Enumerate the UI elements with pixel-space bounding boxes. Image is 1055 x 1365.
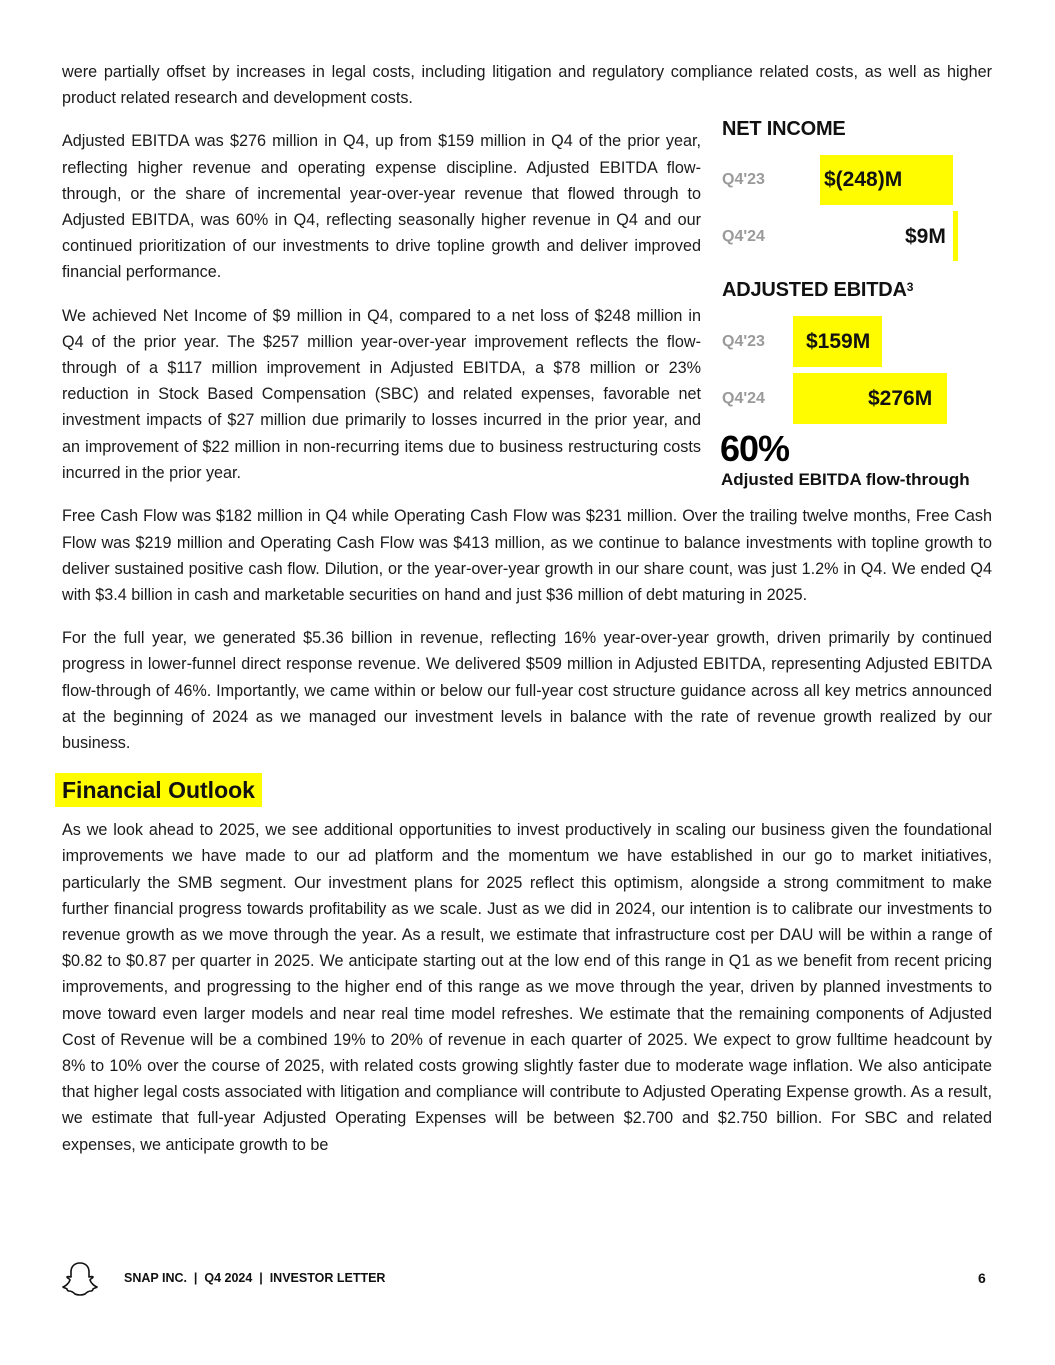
net-income-title: NET INCOME <box>722 118 846 140</box>
section-heading-wrap <box>55 773 992 807</box>
section-heading: Financial Outlook <box>55 773 262 807</box>
page-number: 6 <box>978 1270 986 1286</box>
bar-value: $(248)M <box>824 168 903 191</box>
bar-value: $276M <box>868 387 933 410</box>
letter-body <box>62 59 992 1175</box>
period-label: Q4'24 <box>722 390 765 407</box>
period-label: Q4'24 <box>722 228 765 245</box>
paragraph: As we look ahead to 2025, we see additional opportunities to invest productively in scaling our business given the foundational improvements we have made to our ad platform and the momentum we have established in our go to market initiatives, particularly the SMB segment. Our investment plans for 2025 reflect this optimism, alongside a strong commitment to make further financial progress towards profitability as we scale. Just as we did in 2024, our intention is to calibrate our investments to revenue growth as we move through the year. As a result, we estimate that infrastructure cost per DAU will be within a range of $0.82 to $0.87 per quarter in 2025. We anticipate starting out at the low end of this range in Q1 as we benefit from recent pricing improvements, and progressing to the higher end of this range as we move through the year, driven by planned investments to move toward even larger models and near real time model refreshes. We estimate that the remaining components of Adjusted Cost of Revenue will be a combined 19% to 20% of revenue in each quarter of 2025. We expect to grow fulltime headcount by 8% to 10% over the course of 2025, with related costs growing slightly faster due to moderate wage inflation. We also anticipate that higher legal costs associated with litigation and compliance will contribute to Adjusted Operating Expense growth. As a result, we estimate that full-year Adjusted Operating Expenses will be between $2.700 and $2.750 billion. For SBC and related expenses, we anticipate growth to be <box>62 821 992 1154</box>
paragraph: For the full year, we generated $5.36 billion in revenue, reflecting 16% year-over-year growth, driven primarily by continued progress in lower-funnel direct response revenue. We delivered $509 million in Adjusted EBITDA, representing Adjusted EBITDA flow-through of 46%. Importantly, we came within or below our full-year cost structure guidance across all key metrics announced at the beginning of 2024 as we managed our investment levels in balance with the rate of revenue growth realized by our business. <box>62 629 992 753</box>
period-label: Q4'23 <box>722 333 765 350</box>
paragraph: Adjusted EBITDA was $276 million in Q4, up from $159 million in Q4 of the prior year, reflecting higher revenue and operating expense discipline. Adjusted EBITDA flow-through, or the share of incremental year-over-year revenue that flowed through to Adjusted EBITDA, was 60% in Q4, reflecting seasonally higher revenue in Q4 and our continued prioritization of our investments to drive topline growth and deliver improved financial performance. <box>62 132 701 282</box>
adjusted-ebitda-title: ADJUSTED EBITDA$^3$ <box>722 279 914 301</box>
narrow-column <box>62 128 701 503</box>
snapchat-ghost-icon <box>62 1260 98 1298</box>
flow-through-value: 60% <box>720 428 790 469</box>
paragraph: were partially offset by increases in legal costs, including litigation and regulatory compliance related costs, as well as higher product related research and development costs. <box>62 63 992 108</box>
bar-value: $9M <box>905 225 946 248</box>
period-label: Q4'23 <box>722 171 765 188</box>
net-income-bar-q424 <box>953 211 958 261</box>
paragraph: Free Cash Flow was $182 million in Q4 while Operating Cash Flow was $231 million. Over the trailing twelve months, Free Cash Flow was $219 million and Operating Cash Flow was $413 million, as we continue to balance investments with topline growth to deliver sustained positive cash flow. Dilution, or the year-over-year growth in our share count, was just 1.2% in Q4. We ended Q4 with $3.4 billion in cash and marketable securities on hand and just $36 million of debt maturing in 2025. <box>62 507 992 605</box>
flow-through-label: Adjusted EBITDA flow-through <box>721 470 970 489</box>
footer-text: SNAP INC. | Q4 2024 | INVESTOR LETTER <box>124 1271 386 1285</box>
bar-value: $159M <box>806 330 871 353</box>
paragraph: We achieved Net Income of $9 million in Q4, compared to a net loss of $248 million in Q4 of the prior year. The $257 million year-over-year improvement reflects the flow-through of a $117 million improvement in Adjusted EBITDA, a $78 million or 23% reduction in Stock Based Compensation (SBC) and related expenses, favorable net investment impacts of $27 million due primarily to losses incurred in the prior year, and an improvement of $22 million in non-recurring items due to business restructuring costs incurred in the prior year. <box>62 306 701 482</box>
